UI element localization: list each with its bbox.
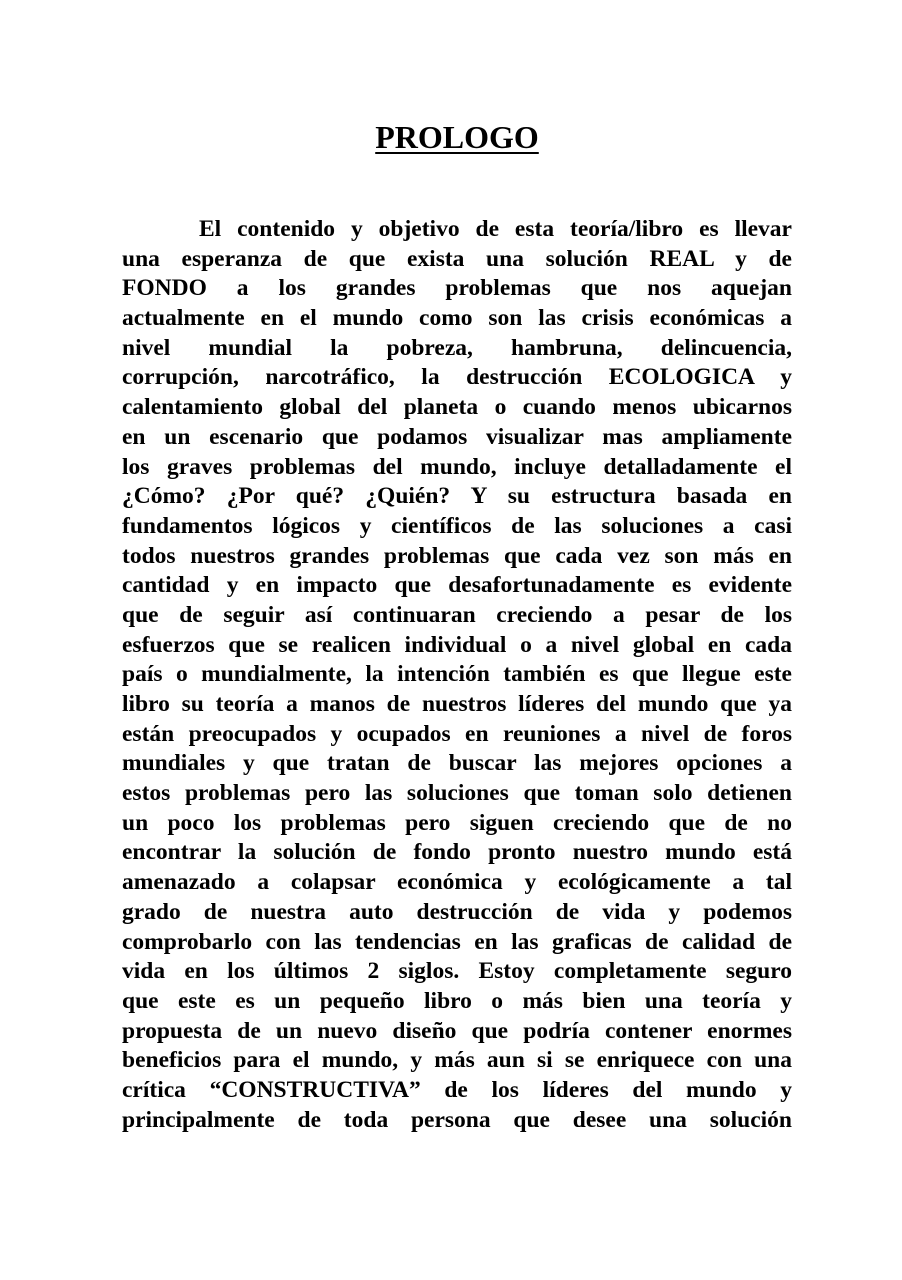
- text-line: amenazado a colapsar económica y ecológicamente a tal: [122, 869, 792, 896]
- body-paragraph: [122, 215, 792, 1135]
- text-line: El contenido y objetivo de esta teoría/libro es llevar: [199, 216, 792, 242]
- text-line: comprobarlo con las tendencias en las graficas de calidad de: [122, 928, 792, 955]
- text-line: encontrar la solución de fondo pronto nuestro mundo está: [122, 839, 792, 866]
- text-line: en un escenario que podamos visualizar mas ampliamente: [122, 423, 792, 450]
- text-line: estos problemas pero las soluciones que toman solo detienen: [122, 780, 792, 807]
- text-line: crítica “CONSTRUCTIVA” de los líderes del mundo y: [122, 1076, 792, 1103]
- text-line: mundiales y que tratan de buscar las mejores opciones a: [122, 750, 792, 777]
- text-line: que este es un pequeño libro o más bien una teoría y: [122, 987, 792, 1014]
- text-line: esfuerzos que se realicen individual o a nivel global en cada: [122, 631, 792, 658]
- text-line: una esperanza de que exista una solución REAL y de: [122, 245, 792, 272]
- text-line: país o mundialmente, la intención también es que llegue este: [122, 661, 792, 688]
- text-line: principalmente de toda persona que desee una solución: [122, 1106, 792, 1133]
- text-line: un poco los problemas pero siguen creciendo que de no: [122, 809, 792, 836]
- text-line: están preocupados y ocupados en reuniones a nivel de foros: [122, 720, 792, 747]
- text-line: FONDO a los grandes problemas que nos aquejan: [122, 275, 792, 302]
- text-line: nivel mundial la pobreza, hambruna, delincuencia,: [122, 334, 792, 361]
- text-line: actualmente en el mundo como son las crisis económicas a: [122, 305, 792, 332]
- text-line: todos nuestros grandes problemas que cada vez son más en: [122, 542, 792, 569]
- page-title-text: PROLOGO: [375, 119, 539, 155]
- page-title: [0, 118, 902, 156]
- text-line: propuesta de un nuevo diseño que podría contener enormes: [122, 1017, 792, 1044]
- text-line: cantidad y en impacto que desafortunadamente es evidente: [122, 572, 792, 599]
- text-line: corrupción, narcotráfico, la destrucción ECOLOGICA y: [122, 364, 792, 391]
- text-line: calentamiento global del planeta o cuando menos ubicarnos: [122, 394, 792, 421]
- text-line: los graves problemas del mundo, incluye detalladamente el: [122, 453, 792, 480]
- text-line: grado de nuestra auto destrucción de vida y podemos: [122, 898, 792, 925]
- text-line: ¿Cómo? ¿Por qué? ¿Quién? Y su estructura basada en: [122, 483, 792, 510]
- text-line: vida en los últimos 2 siglos. Estoy completamente seguro: [122, 958, 792, 985]
- text-line: fundamentos lógicos y científicos de las soluciones a casi: [122, 512, 792, 539]
- text-line: que de seguir así continuaran creciendo a pesar de los: [122, 601, 792, 628]
- text-line: libro su teoría a manos de nuestros líderes del mundo que ya: [122, 691, 792, 717]
- text-line: beneficios para el mundo, y más aun si se enriquece con una: [122, 1047, 792, 1074]
